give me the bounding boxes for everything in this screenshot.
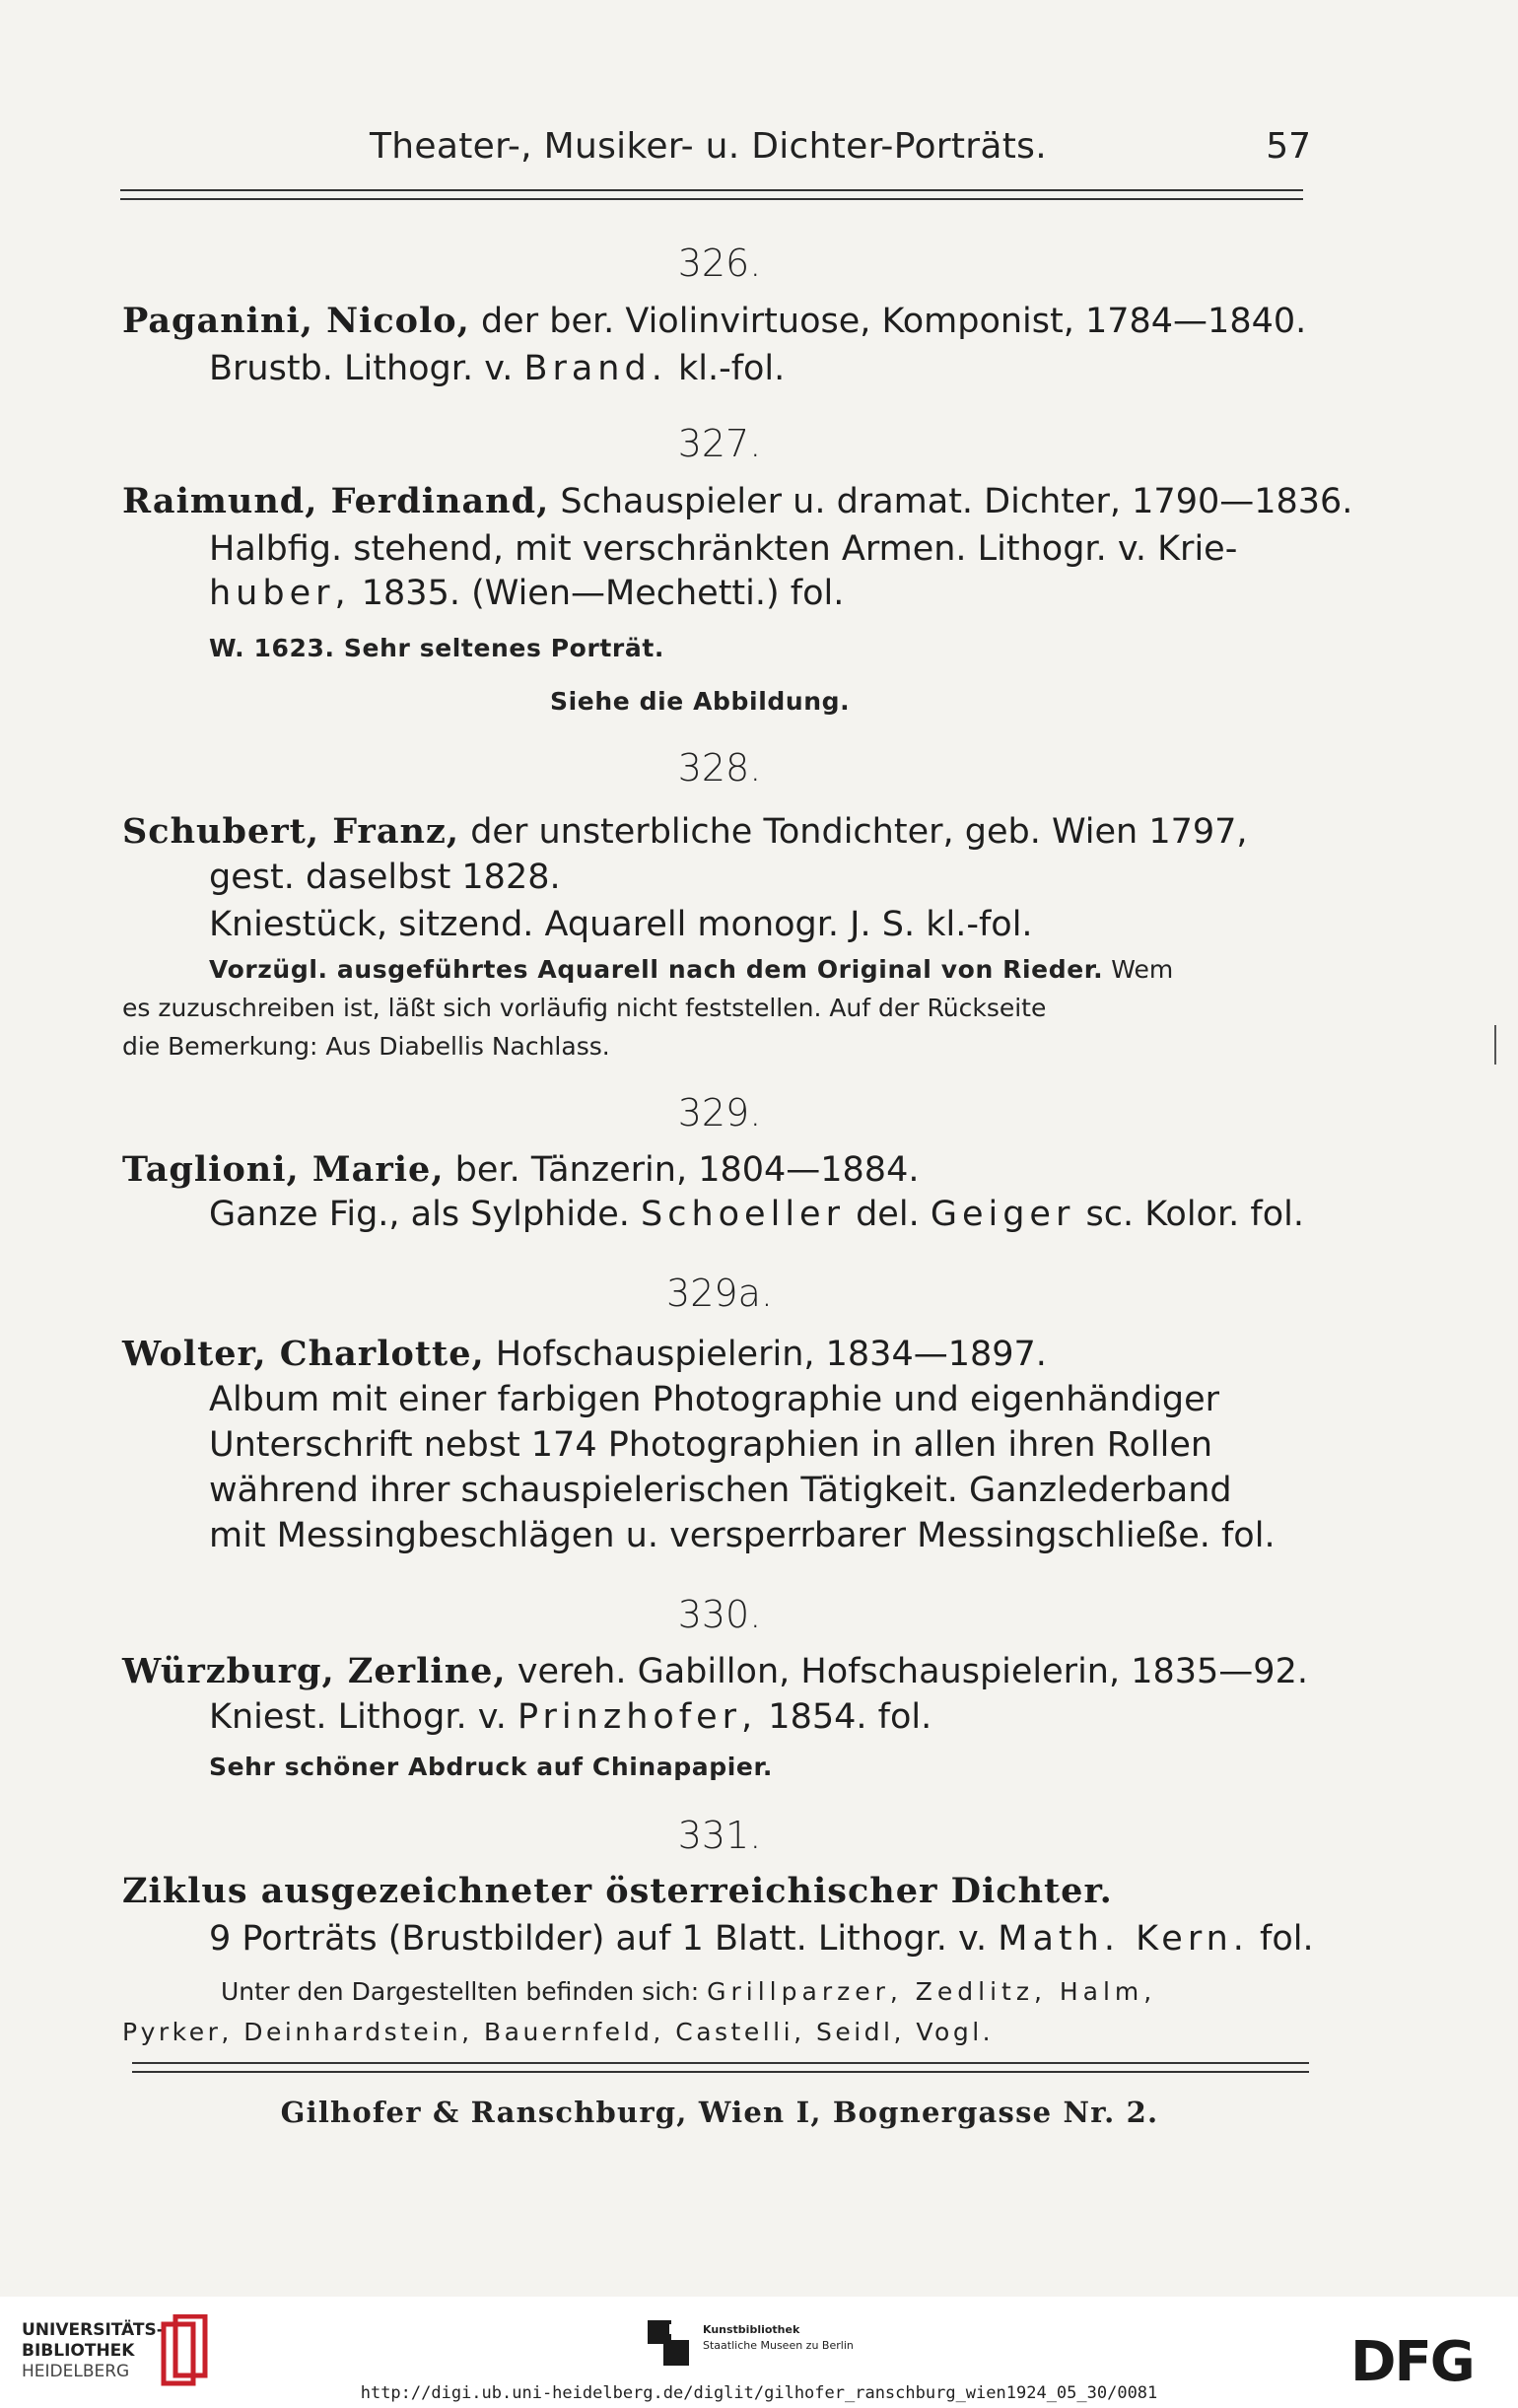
- entry-note: Pyrker, Deinhardstein, Bauernfeld, Castelli, Seidl, Vogl.: [122, 2018, 995, 2046]
- entry-number: 328.: [677, 746, 762, 790]
- entry-headline: Würzburg, Zerline, vereh. Gabillon, Hofschauspielerin, 1835—92.: [122, 1651, 1308, 1691]
- entry-note: Sehr schöner Abdruck auf Chinapapier.: [209, 1753, 773, 1781]
- permalink-url[interactable]: http://digi.ub.uni-heidelberg.de/diglit/gilhofer_ranschburg_wien1924_05_30/0081: [360, 2383, 1158, 2403]
- entry-description: gest. daselbst 1828.: [209, 858, 561, 897]
- entry-headline: [122, 1871, 1113, 1911]
- kunstbibliothek-logo[interactable]: Kunstbibliothek Staatliche Museen zu Berlin: [646, 2318, 902, 2373]
- entry-name: Wolter, Charlotte,: [122, 1334, 485, 1374]
- entry-headline: Wolter, Charlotte, Hofschauspielerin, 1834—1897.: [122, 1334, 1047, 1374]
- running-title: Theater-, Musiker- u. Dichter-Porträts.: [370, 126, 1047, 167]
- entry-description: Kniestück, sitzend. Aquarell monogr. J. S. kl.-fol.: [209, 905, 1033, 944]
- footer-rule: [132, 2062, 1309, 2073]
- entry-headline: Raimund, Ferdinand, Schauspieler u. dramat. Dichter, 1790—1836.: [122, 481, 1353, 521]
- entry-description: mit Messingbeschlägen u. versperrbarer Messingschließe. fol.: [209, 1516, 1276, 1555]
- entry-name: Ziklus ausgezeichneter österreichischer Dichter.: [122, 1871, 1113, 1911]
- entry-description: während ihrer schauspielerischen Tätigkeit. Ganzlederband: [209, 1471, 1232, 1510]
- entry-note: es zuzuschreiben ist, läßt sich vorläufig nicht feststellen. Auf der Rückseite: [122, 994, 1047, 1022]
- entry-name: Schubert, Franz,: [122, 811, 460, 852]
- entry-description: huber, 1835. (Wien—Mechetti.) fol.: [209, 574, 845, 613]
- page-number: 57: [1266, 126, 1311, 167]
- entry-note: Unter den Dargestellten befinden sich: Grillparzer, Zedlitz, Halm,: [221, 1977, 1157, 2006]
- entry-note: W. 1623. Sehr seltenes Porträt.: [209, 634, 664, 662]
- running-head: [118, 126, 1311, 185]
- entry-description: Halbfig. stehend, mit verschränkten Armen. Lithogr. v. Krie-: [209, 529, 1238, 569]
- entry-name: Taglioni, Marie,: [122, 1149, 445, 1190]
- kunstbibliothek-emblem-icon: [646, 2318, 695, 2370]
- entry-description: Unterschrift nebst 174 Photographien in allen ihren Rollen: [209, 1425, 1213, 1465]
- entry-description: 9 Porträts (Brustbilder) auf 1 Blatt. Lithogr. v. Math. Kern. fol.: [209, 1919, 1314, 1959]
- entry-headline: Schubert, Franz, der unsterbliche Tondichter, geb. Wien 1797,: [122, 811, 1248, 852]
- entry-number: 329a.: [666, 1272, 773, 1315]
- ub-heidelberg-emblem-icon: [160, 2314, 213, 2391]
- entry-headline: Paganini, Nicolo, der ber. Violinvirtuose, Komponist, 1784—1840.: [122, 301, 1307, 341]
- entry-description: Album mit einer farbigen Photographie und eigenhändiger: [209, 1380, 1220, 1419]
- publisher-footer: Gilhofer & Ranschburg, Wien I, Bognergasse Nr. 2.: [280, 2096, 1159, 2129]
- entry-number: 330.: [677, 1593, 762, 1636]
- entry-number: 329.: [677, 1091, 762, 1135]
- entry-description: Brustb. Lithogr. v. Brand. kl.-fol.: [209, 349, 786, 388]
- entry-name: Raimund, Ferdinand,: [122, 481, 550, 521]
- ub-heidelberg-logo[interactable]: UNIVERSITÄTS- BIBLIOTHEK HEIDELBERG: [22, 2320, 164, 2381]
- entry-note: die Bemerkung: Aus Diabellis Nachlass.: [122, 1032, 610, 1061]
- header-rule: [120, 189, 1303, 200]
- edge-mark: [1494, 1025, 1496, 1065]
- entry-note: Siehe die Abbildung.: [550, 687, 851, 716]
- entry-number: 331.: [677, 1814, 762, 1857]
- entry-description: Kniest. Lithogr. v. Prinzhofer, 1854. fol.: [209, 1697, 932, 1737]
- entry-headline: Taglioni, Marie, ber. Tänzerin, 1804—1884.: [122, 1149, 920, 1190]
- entry-name: Würzburg, Zerline,: [122, 1651, 507, 1691]
- entry-name: Paganini, Nicolo,: [122, 301, 470, 341]
- entry-number: 327.: [677, 422, 762, 465]
- entry-description: Ganze Fig., als Sylphide. Schoeller del. Geiger sc. Kolor. fol.: [209, 1195, 1304, 1234]
- dfg-logo[interactable]: DFG: [1350, 2330, 1474, 2394]
- entry-note: Vorzügl. ausgeführtes Aquarell nach dem Original von Rieder. Wem: [209, 955, 1174, 984]
- entry-number: 326.: [677, 241, 762, 285]
